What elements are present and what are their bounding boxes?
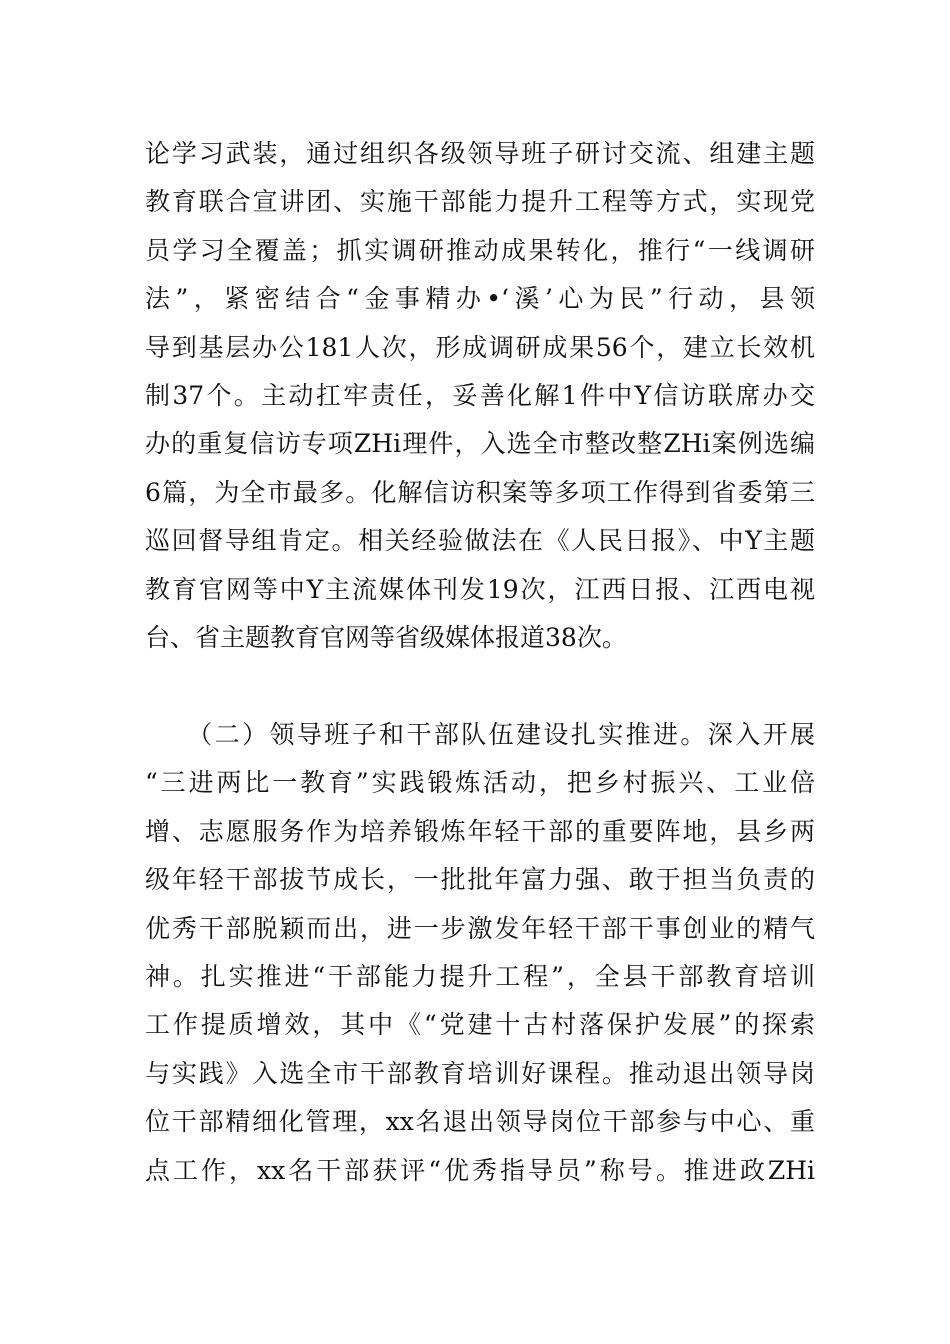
text-line: 法”，紧密结合“金事精办•‘溪’心为民”行动，县领: [145, 284, 815, 314]
text-line: 6篇，为全市最多。化解信访积案等多项工作得到省委第三: [145, 477, 815, 507]
paragraph-leadership-team-building: [145, 711, 815, 1195]
text-line: 制37个。主动扛牢责任，妥善化解1件中Y信访联席办交: [145, 380, 815, 410]
text-line: 优秀干部脱颖而出，进一步激发年轻干部干事创业的精气: [145, 913, 815, 943]
text-line: 级年轻干部拔节成长，一批批年富力强、敢于担当负责的: [145, 865, 815, 895]
text-line: 增、志愿服务作为培养锻炼年轻干部的重要阵地，县乡两: [145, 816, 815, 846]
text-line: 工作提质增效，其中《“党建十古村落保护发展”的探索: [145, 1010, 815, 1040]
text-line: “三进两比一教育”实践锻炼活动，把乡村振兴、工业倍: [145, 768, 815, 798]
text-line: 巡回督导组肯定。相关经验做法在《人民日报》、中Y主题: [145, 526, 815, 556]
text-line: 教育官网等中Y主流媒体刊发19次，江西日报、江西电视: [145, 574, 815, 604]
text-line: 神。扎实推进“干部能力提升工程”，全县干部教育培训: [145, 961, 815, 991]
text-line: 办的重复信访专项ZHi理件，入选全市整改整ZHi案例选编: [145, 429, 815, 459]
text-line: 位干部精细化管理，xx名退出领导岗位干部参与中心、重: [145, 1107, 815, 1137]
section-heading-line: （二）领导班子和干部队伍建设扎实推进。深入开展: [145, 720, 815, 749]
paragraph-study-and-research: [145, 130, 815, 662]
text-line: 论学习武装，通过组织各级领导班子研讨交流、组建主题: [145, 139, 815, 168]
text-line-last: 台、省主题教育官网等省级媒体报道38次。: [145, 622, 627, 652]
text-line: 点工作，xx名干部获评“优秀指导员”称号。推进政ZHi: [145, 1155, 815, 1185]
text-line: 员学习全覆盖；抓实调研推动成果转化，推行“一线调研: [145, 235, 815, 265]
text-line: 教育联合宣讲团、实施干部能力提升工程等方式，实现党: [145, 187, 815, 217]
text-line: 与实践》入选全市干部教育培训好课程。推动退出领导岗: [145, 1058, 815, 1088]
text-line: 导到基层办公181人次，形成调研成果56个，建立长效机: [145, 332, 815, 362]
